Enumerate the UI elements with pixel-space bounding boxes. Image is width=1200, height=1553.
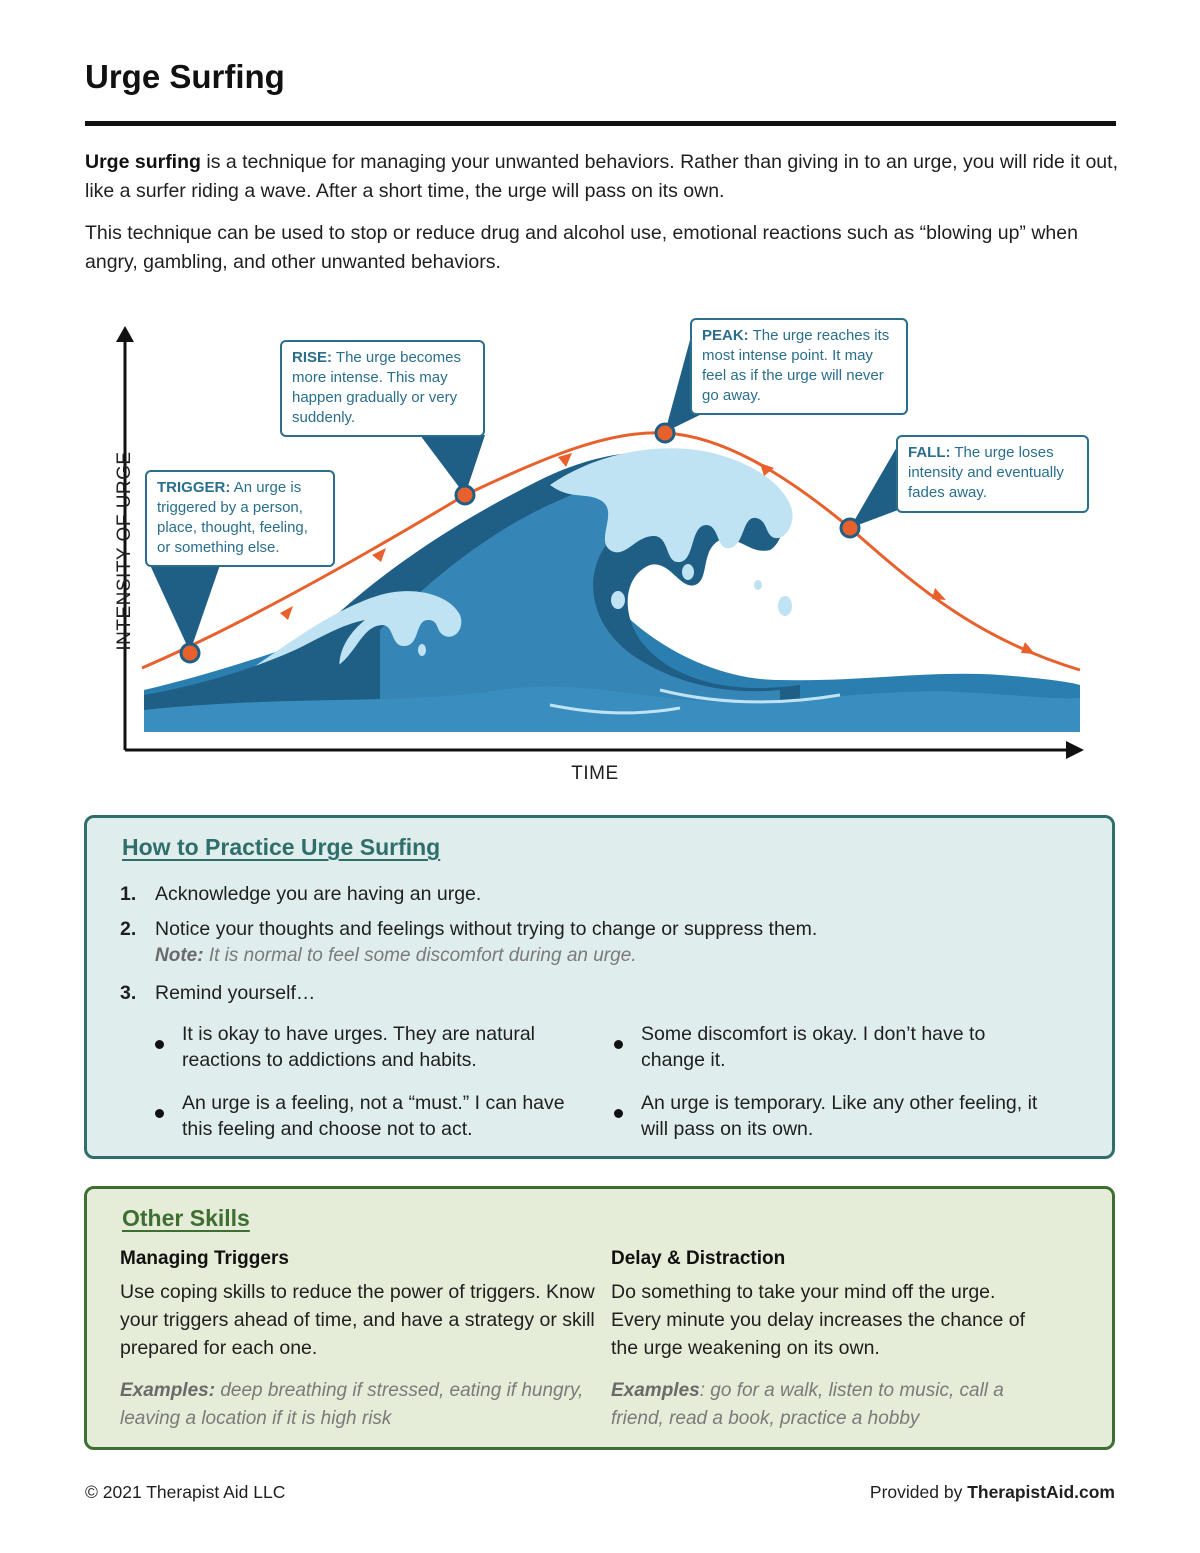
note-text: It is normal to feel some discomfort during an urge.	[203, 945, 637, 966]
rise-callout-text: The urge becomes more intense. This may happen gradually or very suddenly.	[292, 349, 461, 426]
managing-triggers-examples	[120, 1377, 595, 1433]
bullet-text: It is okay to have urges. They are natural reactions to addictions and habits.	[182, 1023, 535, 1071]
step-text: Notice your thoughts and feelings without trying to change or suppress them.	[155, 918, 818, 940]
bullet-dot	[155, 1109, 164, 1118]
page-title: Urge Surfing	[85, 58, 285, 95]
trigger-point	[181, 644, 199, 662]
step-2-note	[155, 945, 637, 967]
y-axis-arrowhead	[116, 326, 134, 342]
provided-by	[870, 1482, 1115, 1503]
droplet-4	[754, 580, 762, 590]
peak-callout-text: The urge reaches its most intense point. It may feel as if the urge will never go away.	[702, 327, 890, 404]
bullet-text: An urge is temporary. Like any other feeling, it will pass on its own.	[641, 1092, 1038, 1140]
delay-distraction-examples	[611, 1377, 1031, 1433]
fall-callout-label: FALL:	[908, 444, 951, 461]
bullet-dot	[614, 1040, 623, 1049]
step-number: 2.	[120, 918, 137, 940]
trigger-pointer	[150, 565, 220, 652]
reminder-bullet	[641, 1090, 1041, 1142]
other-skills-box	[84, 1186, 1115, 1450]
note-label: Note:	[155, 945, 204, 966]
reminder-bullet	[182, 1090, 582, 1142]
fall-callout-text: The urge loses intensity and eventually fades away.	[908, 444, 1064, 501]
intro-text: is a technique for managing your unwanted behaviors. Rather than giving in to an urge, you will ride it out, like a surfer riding a wave. After a short time, the urge will pass on its own.	[85, 151, 1118, 202]
title-divider	[85, 121, 1116, 126]
bullet-dot	[614, 1109, 623, 1118]
x-axis-arrowhead	[1066, 741, 1084, 759]
how-to-practice-box	[84, 815, 1115, 1159]
delay-distraction-body: Do something to take your mind off the urge. Every minute you delay increases the chance of the urge weakening on its own.	[611, 1281, 1026, 1359]
reminder-bullet	[641, 1021, 1041, 1073]
rise-callout	[280, 340, 485, 437]
intro-paragraph-1	[85, 148, 1120, 206]
step-number: 3.	[120, 982, 137, 1004]
provider-link[interactable]: TherapistAid.com	[967, 1482, 1115, 1502]
curve-arrow-5	[932, 588, 946, 600]
bullet-dot	[155, 1040, 164, 1049]
y-axis-label: INTENSITY OF URGE	[114, 451, 135, 651]
copyright-notice: © 2021 Therapist Aid LLC	[85, 1482, 286, 1502]
rise-callout-label: RISE:	[292, 349, 333, 366]
droplet-2	[611, 591, 625, 609]
step-text: Acknowledge you are having an urge.	[155, 883, 482, 905]
examples-text: deep breathing if stressed, eating if hungry, leaving a location if it is high risk	[120, 1380, 584, 1429]
curve-arrow-1	[280, 606, 293, 620]
examples-label: Examples	[611, 1380, 700, 1401]
bullet-text: Some discomfort is okay. I don’t have to change it.	[641, 1023, 986, 1071]
droplet-5	[418, 644, 426, 656]
reminder-bullet	[182, 1021, 582, 1073]
peak-point	[656, 424, 674, 442]
step-text: Remind yourself…	[155, 982, 316, 1004]
intro-paragraph-2: This technique can be used to stop or reduce drug and alcohol use, emotional reactions such as “blowing up” when angry, gambling, and other unwanted behaviors.	[85, 222, 1078, 273]
fall-callout	[896, 435, 1089, 513]
curve-arrow-2	[372, 548, 386, 562]
examples-text: : go for a walk, listen to music, call a friend, read a book, practice a hobby	[611, 1380, 1004, 1429]
fall-point	[841, 519, 859, 537]
trigger-callout-label: TRIGGER:	[157, 479, 231, 496]
trigger-callout	[145, 470, 335, 567]
trigger-callout-text: An urge is triggered by a person, place, thought, feeling, or something else.	[157, 479, 308, 556]
provided-prefix: Provided by	[869, 1482, 968, 1502]
droplet-3	[778, 596, 792, 616]
how-to-practice-title: How to Practice Urge Surfing	[122, 834, 441, 860]
rise-point	[456, 486, 474, 504]
bullet-text: An urge is a feeling, not a “must.” I can have this feeling and choose not to act.	[182, 1092, 565, 1140]
peak-callout	[690, 318, 908, 415]
curve-arrow-6	[1021, 642, 1035, 654]
other-skills-title: Other Skills	[122, 1205, 250, 1231]
peak-callout-label: PEAK:	[702, 327, 749, 344]
step-number: 1.	[120, 883, 137, 905]
managing-triggers-body: Use coping skills to reduce the power of triggers. Know your triggers ahead of time, and have a strategy or skill prepared for each one.	[120, 1281, 595, 1359]
managing-triggers-heading: Managing Triggers	[120, 1248, 289, 1269]
intro-bold-term: Urge surfing	[85, 151, 201, 173]
fall-pointer	[850, 445, 898, 528]
examples-label: Examples:	[120, 1380, 216, 1401]
x-axis-label: TIME	[571, 763, 619, 784]
droplet-1	[682, 564, 694, 580]
rise-pointer	[420, 435, 485, 495]
delay-distraction-heading: Delay & Distraction	[611, 1248, 786, 1269]
urge-wave-diagram	[80, 310, 1120, 790]
